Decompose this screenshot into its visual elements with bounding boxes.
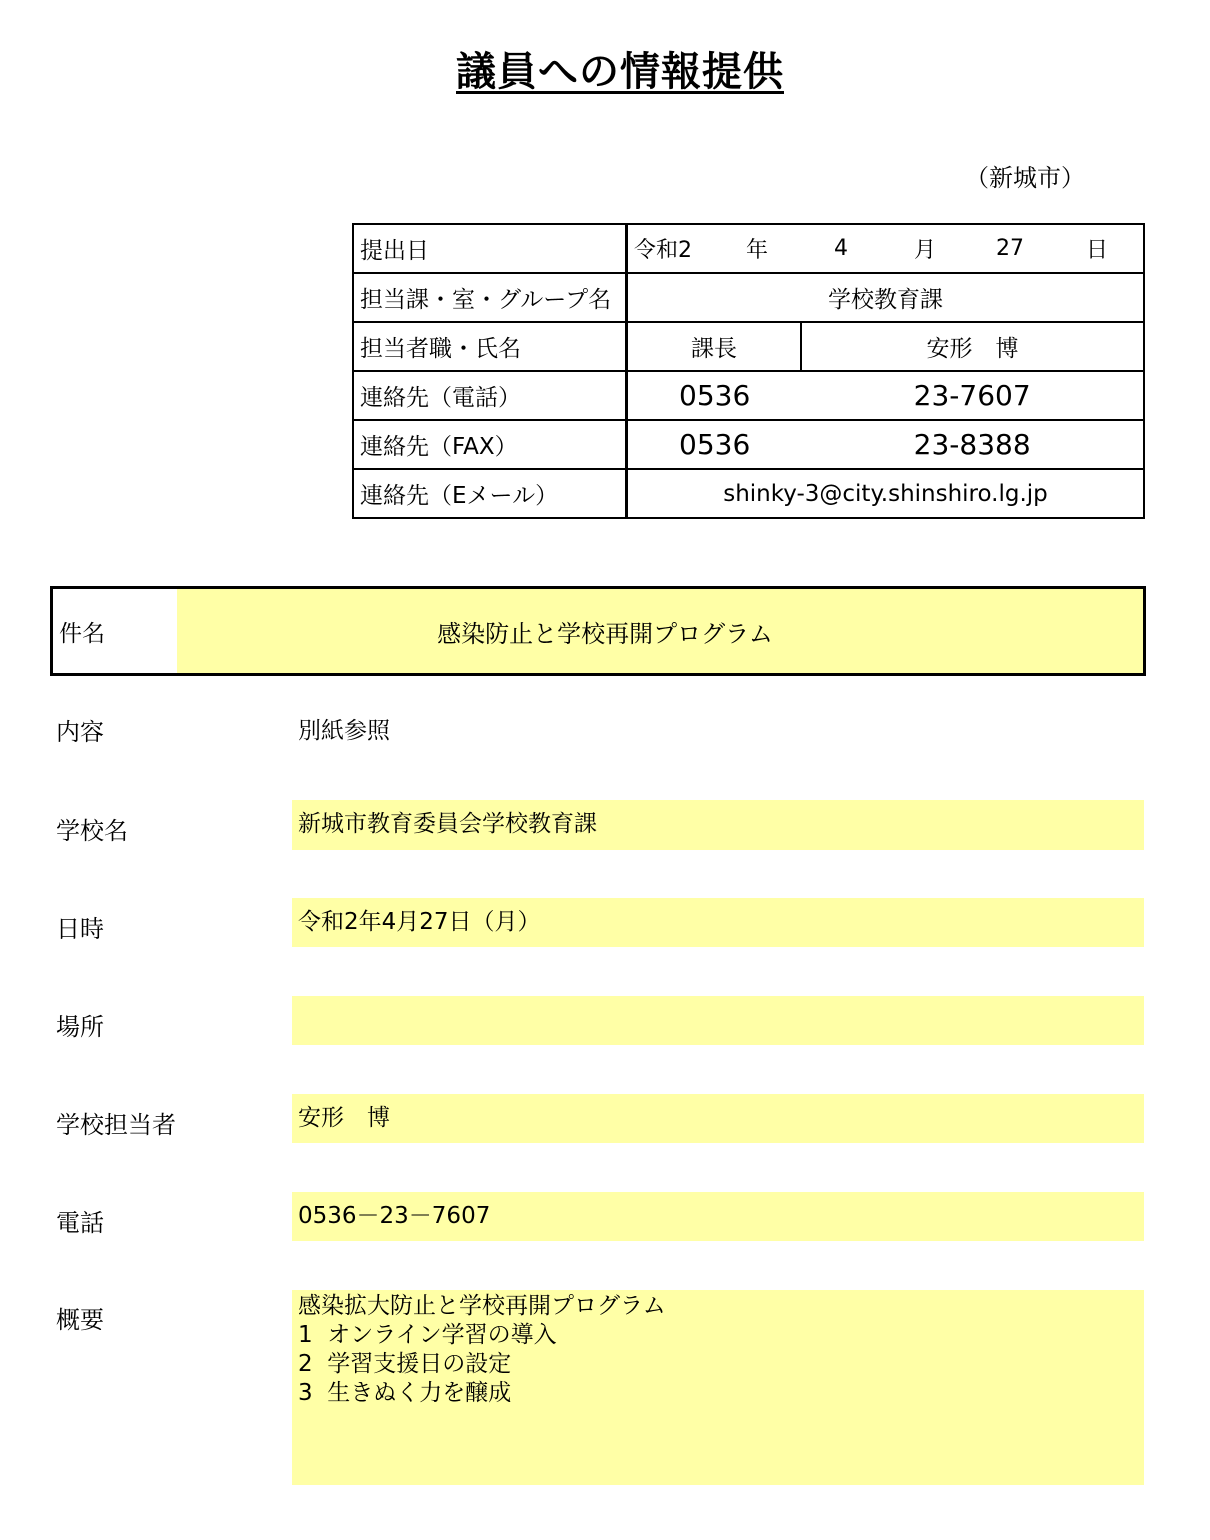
- date-label: 提出日: [353, 224, 627, 273]
- table-row: [353, 224, 1144, 273]
- school-label: 学校名: [56, 817, 128, 845]
- summary-line: 2 学習支援日の設定: [298, 1351, 512, 1377]
- tel-area: 0536: [679, 379, 751, 412]
- tel-number: 23-7607: [913, 379, 1031, 412]
- date-value: [627, 224, 1145, 273]
- fax-number: 23-8388: [913, 428, 1031, 461]
- contact-field: [292, 1094, 1144, 1143]
- dept-value: 学校教育課: [627, 273, 1145, 322]
- summary-field: [292, 1290, 1144, 1485]
- subject-box: [50, 586, 1146, 676]
- summary-line: 1 オンライン学習の導入: [298, 1322, 557, 1348]
- datetime-label: 日時: [56, 915, 104, 943]
- content-label: 内容: [56, 718, 104, 746]
- school-field: [292, 800, 1144, 850]
- place-field: [292, 996, 1144, 1045]
- date-day: 27: [996, 236, 1024, 261]
- fax-area: 0536: [679, 428, 751, 461]
- person-value: [627, 322, 1145, 371]
- table-row: [353, 273, 1144, 322]
- subject-label: 件名: [53, 589, 177, 673]
- summary-line: 感染拡大防止と学校再開プログラム: [298, 1293, 666, 1319]
- contact-label: 学校担当者: [56, 1111, 176, 1139]
- date-year-unit: 年: [746, 238, 769, 263]
- table-row: [353, 322, 1144, 371]
- email-value: shinky-3@city.shinshiro.lg.jp: [627, 469, 1145, 518]
- date-era: 令和2: [634, 238, 692, 263]
- person-label: 担当者職・氏名: [353, 322, 627, 371]
- table-row: [353, 469, 1144, 518]
- person-name: 安形 博: [926, 336, 1019, 362]
- subject-value: 感染防止と学校再開プログラム: [177, 589, 1143, 673]
- phone-field: [292, 1192, 1144, 1241]
- date-day-unit: 日: [1086, 238, 1109, 263]
- info-table: [352, 223, 1145, 519]
- content-value: 別紙参照: [298, 718, 390, 744]
- datetime-value: 令和2年4月27日（月）: [298, 909, 541, 935]
- place-label: 場所: [56, 1013, 104, 1041]
- phone-value: 0536－23－7607: [298, 1203, 491, 1229]
- email-label: 連絡先（Eメール）: [353, 469, 627, 518]
- table-row: [353, 420, 1144, 469]
- fax-value: [627, 420, 1145, 469]
- summary-line: 3 生きぬく力を醸成: [298, 1380, 512, 1406]
- dept-label: 担当課・室・グループ名: [353, 273, 627, 322]
- date-month: 4: [834, 236, 848, 261]
- contact-value: 安形 博: [298, 1105, 390, 1131]
- phone-label: 電話: [56, 1209, 104, 1237]
- table-row: [353, 371, 1144, 420]
- person-title: 課長: [628, 323, 802, 370]
- summary-label: 概要: [56, 1306, 104, 1334]
- city-name: （新城市）: [965, 164, 1085, 192]
- document-title: 議員への情報提供: [456, 49, 784, 95]
- tel-value: [627, 371, 1145, 420]
- fax-label: 連絡先（FAX）: [353, 420, 627, 469]
- tel-label: 連絡先（電話）: [353, 371, 627, 420]
- date-month-unit: 月: [914, 238, 937, 263]
- school-value: 新城市教育委員会学校教育課: [298, 811, 597, 837]
- datetime-field: [292, 898, 1144, 947]
